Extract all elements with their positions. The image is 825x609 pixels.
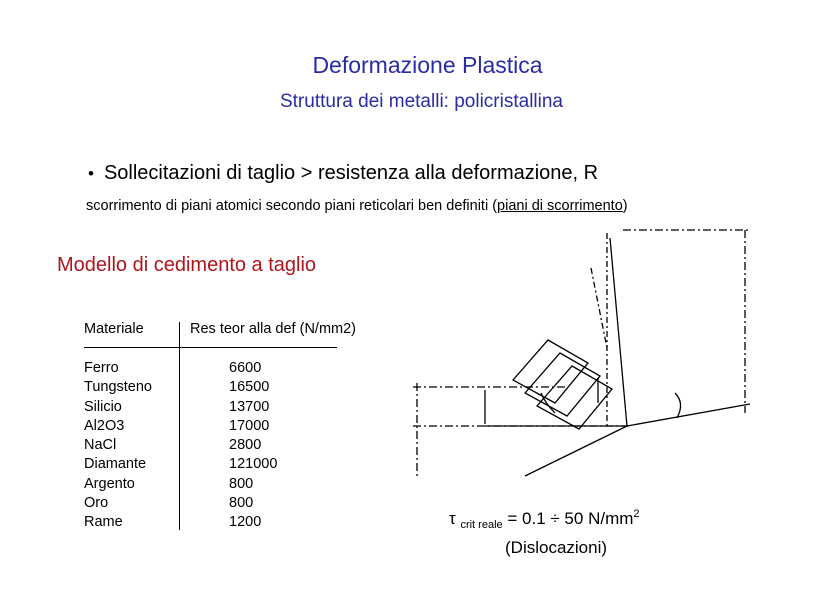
resistance-cell: 121000 (229, 456, 278, 473)
bullet-text: Sollecitazioni di taglio > resistenza alla deformazione, R (103, 162, 599, 184)
resistance-cell: 13700 (229, 398, 270, 415)
description-sentence (86, 198, 628, 214)
material-cell: NaCl (84, 437, 117, 454)
resistance-cell: 800 (229, 495, 254, 512)
resistance-column (229, 359, 277, 533)
bullet-point (88, 162, 598, 185)
chip-outer-line (591, 268, 607, 348)
table-column-divider (179, 322, 180, 530)
shear-lamella (525, 353, 600, 416)
material-cell: Ferro (84, 360, 119, 376)
shear-model-diagram (405, 228, 765, 488)
resistance-cell: 16500 (229, 379, 270, 396)
sentence-close: ) (622, 198, 628, 214)
material-cell: Diamante (84, 456, 147, 473)
sentence-text: scorrimento di piani atomici secondo piani reticolari ben definiti ( (86, 198, 498, 214)
table-header-divider (84, 347, 337, 348)
material-cell: Tungsteno (84, 379, 152, 396)
tau-value: = 0.1 ÷ 50 N/mm (507, 509, 634, 528)
resistance-cell: 17000 (229, 417, 270, 434)
tool-rake-face (610, 238, 627, 426)
material-column (84, 359, 152, 533)
dislocation-note: (Dislocazioni) (505, 538, 608, 557)
shear-lamella (513, 340, 588, 403)
shear-plane-line (525, 426, 627, 476)
sentence-underlined: piani di scorrimento (497, 198, 623, 214)
critical-shear-formula (449, 508, 640, 531)
shear-lamella (537, 366, 612, 429)
material-cell: Oro (84, 495, 109, 512)
clearance-angle-arc (675, 393, 681, 418)
material-cell: Silicio (84, 398, 122, 415)
tau-superscript: 2 (633, 508, 640, 520)
material-cell: Rame (84, 514, 123, 531)
model-title: Modello di cedimento a taglio (57, 254, 317, 276)
resistance-cell: 2800 (229, 437, 262, 454)
page-subtitle: Struttura dei metalli: policristallina (279, 91, 563, 112)
table-header-resistance: Res teor alla def (N/mm2) (190, 321, 356, 337)
tool-flank (627, 404, 750, 426)
table-header-material: Materiale (84, 321, 144, 337)
resistance-cell: 1200 (229, 514, 262, 531)
bullet-icon: • (88, 164, 94, 183)
tau-subscript: crit reale (460, 519, 503, 531)
tau-symbol: τ (449, 509, 456, 528)
resistance-cell: 6600 (229, 360, 262, 376)
page-title: Deformazione Plastica (312, 52, 543, 78)
resistance-cell: 800 (229, 475, 254, 492)
material-cell: Al2O3 (84, 417, 125, 434)
material-cell: Argento (84, 475, 135, 492)
